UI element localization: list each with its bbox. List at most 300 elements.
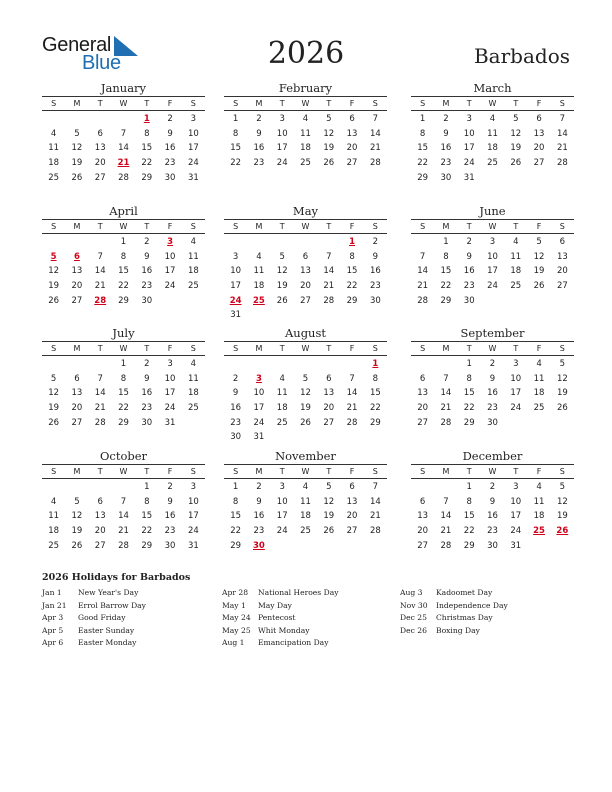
empty-day-cell [247, 357, 270, 372]
day-cell: 15 [118, 388, 129, 399]
month-october [42, 448, 205, 553]
day-cell: 9 [256, 128, 262, 139]
day-cell: 31 [230, 310, 242, 321]
holiday-day-cell: 30 [253, 540, 265, 551]
weekday-label: T [466, 222, 472, 231]
weekday-label: M [255, 222, 263, 231]
day-cell: 2 [256, 482, 262, 492]
month-name: May [224, 203, 387, 220]
holiday-name: Independence Day [436, 600, 508, 610]
day-cell: 23 [487, 403, 498, 414]
weekday-label: M [442, 222, 450, 231]
month-name: August [224, 325, 387, 342]
day-cell: 19 [276, 281, 288, 292]
weekday-label: T [279, 344, 285, 353]
weekday-label: T [513, 222, 519, 231]
day-cell: 24 [276, 158, 288, 169]
holiday-day-cell: 3 [255, 373, 262, 384]
day-cell: 12 [556, 373, 568, 384]
holiday-date: Jan 1 [42, 588, 62, 597]
day-cell: 1 [144, 482, 150, 492]
day-cell: 12 [556, 496, 568, 507]
day-cell: 28 [417, 295, 429, 306]
day-cell: 10 [253, 388, 265, 399]
day-cell: 7 [120, 496, 127, 507]
day-cell: 12 [276, 266, 288, 277]
weekday-label: T [326, 99, 332, 108]
weekday-header [411, 342, 574, 356]
day-cell: 23 [369, 281, 381, 292]
day-cell: 26 [323, 526, 335, 537]
month-march [411, 80, 574, 185]
day-cell: 12 [510, 128, 522, 139]
day-cell: 1 [232, 482, 239, 492]
day-cell: 7 [372, 114, 379, 124]
day-cell: 8 [349, 251, 355, 262]
day-cell: 29 [463, 417, 475, 428]
day-cell: 6 [97, 128, 103, 139]
day-cell: 29 [141, 540, 153, 551]
day-cell: 29 [118, 295, 129, 306]
day-grid [224, 235, 387, 323]
day-cell: 18 [48, 526, 60, 537]
day-cell: 20 [323, 403, 335, 414]
calendar-year: 2026 [267, 36, 345, 71]
day-cell: 11 [48, 143, 60, 154]
day-cell: 20 [556, 266, 568, 277]
weekday-label: T [279, 222, 285, 231]
day-grid [42, 112, 205, 185]
holiday-date: Apr 3 [42, 613, 64, 622]
day-cell: 14 [440, 511, 452, 522]
day-cell: 14 [118, 511, 129, 522]
day-cell: 30 [487, 540, 498, 551]
weekday-label: F [349, 467, 355, 476]
weekday-label: F [349, 344, 355, 353]
day-cell: 1 [232, 114, 239, 124]
day-cell: 3 [279, 114, 285, 124]
day-cell: 22 [463, 403, 475, 414]
weekday-label: F [536, 344, 542, 353]
day-cell: 16 [369, 266, 381, 277]
day-cell: 6 [349, 114, 355, 124]
day-cell: 7 [97, 373, 103, 384]
day-cell: 2 [167, 114, 173, 124]
day-cell: 4 [489, 114, 496, 124]
empty-day-cell [340, 357, 363, 372]
weekday-label: S [190, 222, 196, 231]
day-cell: 19 [510, 143, 522, 154]
day-cell: 9 [256, 496, 262, 507]
day-cell: 22 [463, 526, 475, 537]
day-cell: 14 [323, 266, 335, 277]
day-cell: 20 [417, 526, 429, 537]
day-cell: 30 [463, 295, 475, 306]
day-cell: 6 [302, 251, 309, 262]
weekday-label: W [488, 222, 497, 231]
empty-day-cell [434, 357, 457, 372]
day-cell: 29 [369, 417, 381, 428]
day-cell: 21 [369, 143, 381, 154]
day-cell: 22 [141, 526, 153, 537]
day-cell: 24 [187, 526, 199, 537]
logo-word-blue: Blue [82, 52, 121, 74]
day-cell: 23 [440, 158, 452, 169]
day-cell: 4 [190, 237, 197, 247]
empty-day-cell [65, 235, 88, 250]
weekday-header [224, 220, 387, 234]
holiday-date: Apr 5 [42, 625, 64, 635]
day-cell: 27 [417, 417, 429, 428]
day-cell: 5 [513, 114, 519, 124]
month-name: October [42, 448, 205, 465]
day-cell: 23 [141, 281, 153, 292]
holiday-row [222, 600, 388, 613]
weekday-label: T [326, 222, 332, 231]
day-cell: 13 [94, 143, 106, 154]
day-cell: 3 [489, 237, 496, 247]
day-cell: 10 [276, 496, 288, 507]
day-cell: 20 [71, 403, 83, 414]
day-cell: 20 [533, 143, 545, 154]
day-cell: 9 [372, 251, 379, 262]
day-cell: 25 [533, 403, 545, 414]
weekday-label: T [513, 99, 519, 108]
day-cell: 20 [94, 526, 106, 537]
day-cell: 3 [167, 359, 173, 369]
day-cell: 11 [276, 388, 288, 399]
day-cell: 9 [144, 373, 150, 384]
day-cell: 2 [256, 114, 262, 124]
day-cell: 17 [487, 266, 498, 277]
holiday-row [400, 600, 566, 613]
empty-day-cell [42, 357, 65, 372]
weekday-label: S [190, 99, 196, 108]
day-cell: 16 [253, 143, 265, 154]
day-cell: 8 [466, 373, 472, 384]
day-grid [224, 480, 387, 553]
day-cell: 28 [118, 540, 129, 551]
day-cell: 6 [97, 496, 103, 507]
empty-day-cell [271, 235, 294, 250]
empty-day-cell [434, 480, 457, 495]
day-cell: 5 [302, 373, 309, 384]
weekday-label: S [559, 467, 565, 476]
day-cell: 26 [276, 295, 288, 306]
day-cell: 23 [230, 417, 242, 428]
weekday-label: W [488, 344, 497, 353]
day-cell: 18 [533, 511, 545, 522]
day-cell: 9 [466, 251, 472, 262]
day-cell: 25 [48, 172, 60, 183]
day-cell: 19 [323, 511, 335, 522]
day-grid [411, 357, 574, 430]
weekday-label: S [372, 467, 378, 476]
weekday-label: T [97, 344, 103, 353]
weekday-label: T [513, 344, 519, 353]
empty-day-cell [271, 357, 294, 372]
day-cell: 8 [372, 373, 379, 384]
day-cell: 4 [50, 496, 57, 507]
month-name: February [224, 80, 387, 97]
day-cell: 9 [489, 373, 496, 384]
holiday-row [222, 587, 388, 600]
day-cell: 31 [187, 172, 199, 183]
weekday-label: F [349, 99, 355, 108]
day-cell: 15 [141, 143, 153, 154]
empty-day-cell [89, 235, 112, 250]
day-cell: 27 [346, 526, 358, 537]
day-cell: 7 [443, 373, 449, 384]
day-cell: 5 [326, 482, 332, 492]
weekday-label: W [119, 222, 128, 231]
weekday-label: W [488, 467, 497, 476]
weekday-label: W [119, 344, 128, 353]
weekday-label: S [51, 467, 57, 476]
day-cell: 26 [71, 172, 83, 183]
holiday-name: Errol Barrow Day [78, 600, 146, 610]
day-cell: 15 [230, 143, 242, 154]
holiday-day-cell: 1 [372, 359, 379, 369]
weekday-label: M [255, 99, 263, 108]
day-cell: 1 [120, 359, 127, 369]
weekday-label: S [233, 344, 239, 353]
empty-day-cell [411, 480, 434, 495]
day-cell: 21 [346, 403, 358, 414]
day-cell: 15 [230, 511, 242, 522]
day-cell: 5 [279, 251, 285, 262]
weekday-label: S [420, 222, 426, 231]
day-cell: 22 [118, 403, 129, 414]
day-cell: 7 [419, 251, 426, 262]
empty-day-cell [224, 357, 247, 372]
holiday-day-cell: 24 [229, 295, 242, 306]
day-cell: 10 [276, 128, 288, 139]
weekday-label: F [167, 99, 173, 108]
day-cell: 12 [300, 388, 311, 399]
empty-day-cell [65, 112, 88, 127]
day-cell: 13 [346, 496, 358, 507]
day-cell: 4 [302, 482, 309, 492]
day-cell: 31 [187, 540, 199, 551]
weekday-label: W [301, 99, 310, 108]
empty-day-cell [247, 235, 270, 250]
month-name: January [42, 80, 205, 97]
day-cell: 8 [232, 128, 239, 139]
day-cell: 13 [300, 266, 311, 277]
day-cell: 22 [230, 158, 242, 169]
holiday-row [42, 625, 208, 638]
weekday-label: T [326, 344, 332, 353]
holiday-name: Good Friday [78, 613, 126, 622]
month-may [224, 203, 387, 323]
day-cell: 23 [253, 158, 265, 169]
day-cell: 20 [346, 143, 358, 154]
weekday-label: W [301, 222, 310, 231]
day-cell: 18 [300, 511, 311, 522]
day-cell: 22 [141, 158, 153, 169]
day-cell: 17 [463, 143, 475, 154]
day-cell: 30 [230, 432, 242, 443]
day-cell: 16 [487, 388, 498, 399]
holiday-row [42, 600, 208, 613]
day-cell: 25 [300, 526, 311, 537]
day-cell: 24 [187, 158, 199, 169]
day-cell: 31 [164, 417, 176, 428]
empty-day-cell [411, 357, 434, 372]
weekday-label: F [536, 222, 542, 231]
weekday-label: M [255, 467, 263, 476]
empty-day-cell [42, 112, 65, 127]
weekday-label: M [442, 99, 450, 108]
day-cell: 29 [417, 172, 429, 183]
day-cell: 28 [556, 158, 568, 169]
holiday-day-cell: 1 [143, 114, 150, 124]
holiday-column [400, 587, 566, 637]
day-cell: 29 [463, 540, 475, 551]
holiday-name: Pentecost [258, 613, 296, 622]
empty-day-cell [112, 480, 135, 495]
day-cell: 7 [120, 128, 127, 139]
day-cell: 5 [326, 114, 332, 124]
day-cell: 10 [510, 496, 522, 507]
day-cell: 31 [253, 432, 265, 443]
month-november [224, 448, 387, 553]
weekday-label: T [279, 99, 285, 108]
day-cell: 12 [323, 496, 335, 507]
day-cell: 18 [187, 266, 199, 277]
weekday-label: M [73, 222, 81, 231]
day-cell: 30 [369, 295, 381, 306]
day-cell: 25 [510, 281, 522, 292]
day-cell: 10 [187, 496, 199, 507]
day-cell: 16 [141, 388, 153, 399]
weekday-header [224, 465, 387, 479]
holiday-day-cell: 6 [73, 251, 80, 262]
day-cell: 21 [323, 281, 335, 292]
day-cell: 10 [230, 266, 242, 277]
weekday-label: F [349, 222, 355, 231]
day-cell: 14 [369, 496, 381, 507]
day-cell: 15 [346, 266, 358, 277]
day-cell: 22 [440, 281, 452, 292]
day-cell: 26 [323, 158, 335, 169]
day-cell: 26 [510, 158, 522, 169]
day-cell: 13 [94, 511, 106, 522]
day-cell: 13 [533, 128, 545, 139]
weekday-label: T [466, 344, 472, 353]
day-cell: 31 [463, 172, 475, 183]
weekday-label: W [119, 467, 128, 476]
day-cell: 12 [48, 388, 60, 399]
day-cell: 16 [440, 143, 452, 154]
day-cell: 2 [167, 482, 173, 492]
holiday-date: Apr 6 [42, 638, 64, 647]
day-cell: 23 [141, 403, 153, 414]
holiday-row [400, 587, 566, 600]
day-cell: 22 [346, 281, 358, 292]
day-cell: 6 [419, 373, 426, 384]
holiday-date: Aug 3 [400, 588, 423, 597]
day-cell: 24 [510, 403, 522, 414]
day-cell: 5 [74, 496, 80, 507]
day-cell: 27 [323, 417, 335, 428]
holiday-row [222, 637, 388, 650]
day-cell: 18 [300, 143, 311, 154]
day-cell: 24 [164, 403, 176, 414]
holiday-date: May 24 [222, 613, 251, 622]
holiday-name: Kadoomet Day [436, 588, 493, 597]
weekday-label: S [420, 344, 426, 353]
month-name: November [224, 448, 387, 465]
empty-day-cell [65, 480, 88, 495]
day-cell: 11 [187, 373, 199, 384]
day-cell: 3 [232, 251, 239, 262]
weekday-header [42, 97, 205, 111]
holiday-row [222, 625, 388, 638]
day-cell: 11 [533, 373, 545, 384]
weekday-label: T [97, 467, 103, 476]
day-cell: 19 [556, 388, 568, 399]
month-february [224, 80, 387, 171]
day-cell: 13 [71, 266, 83, 277]
day-cell: 26 [556, 403, 568, 414]
day-cell: 23 [463, 281, 475, 292]
holiday-row [222, 612, 388, 625]
holiday-date: Apr 28 [222, 588, 249, 597]
day-cell: 28 [94, 417, 106, 428]
day-cell: 21 [118, 526, 129, 537]
day-cell: 19 [71, 158, 83, 169]
weekday-label: S [51, 344, 57, 353]
weekday-label: T [326, 467, 332, 476]
day-cell: 3 [513, 482, 519, 492]
day-cell: 23 [487, 526, 498, 537]
weekday-label: M [442, 467, 450, 476]
empty-day-cell [294, 357, 317, 372]
day-cell: 15 [118, 266, 129, 277]
day-cell: 19 [48, 403, 60, 414]
day-cell: 11 [48, 511, 60, 522]
day-cell: 13 [556, 251, 568, 262]
weekday-label: S [559, 344, 565, 353]
weekday-label: T [279, 467, 285, 476]
holiday-day-cell: 25 [253, 295, 265, 306]
weekday-label: S [372, 222, 378, 231]
holiday-name: New Year's Day [78, 588, 139, 597]
day-grid [411, 480, 574, 553]
holiday-day-cell: 3 [167, 237, 174, 247]
holiday-date: Jan 21 [42, 600, 67, 610]
day-cell: 21 [440, 526, 452, 537]
weekday-label: S [51, 99, 57, 108]
empty-day-cell [89, 357, 112, 372]
day-cell: 29 [141, 172, 153, 183]
day-cell: 1 [466, 482, 472, 492]
day-cell: 27 [417, 540, 429, 551]
weekday-header [411, 465, 574, 479]
day-cell: 20 [417, 403, 429, 414]
weekday-header [411, 220, 574, 234]
day-cell: 2 [466, 237, 472, 247]
day-cell: 8 [232, 496, 239, 507]
day-cell: 1 [419, 114, 426, 124]
weekday-label: T [513, 467, 519, 476]
day-cell: 14 [94, 266, 106, 277]
weekday-label: T [97, 99, 103, 108]
month-july [42, 325, 205, 430]
weekday-label: S [233, 222, 239, 231]
